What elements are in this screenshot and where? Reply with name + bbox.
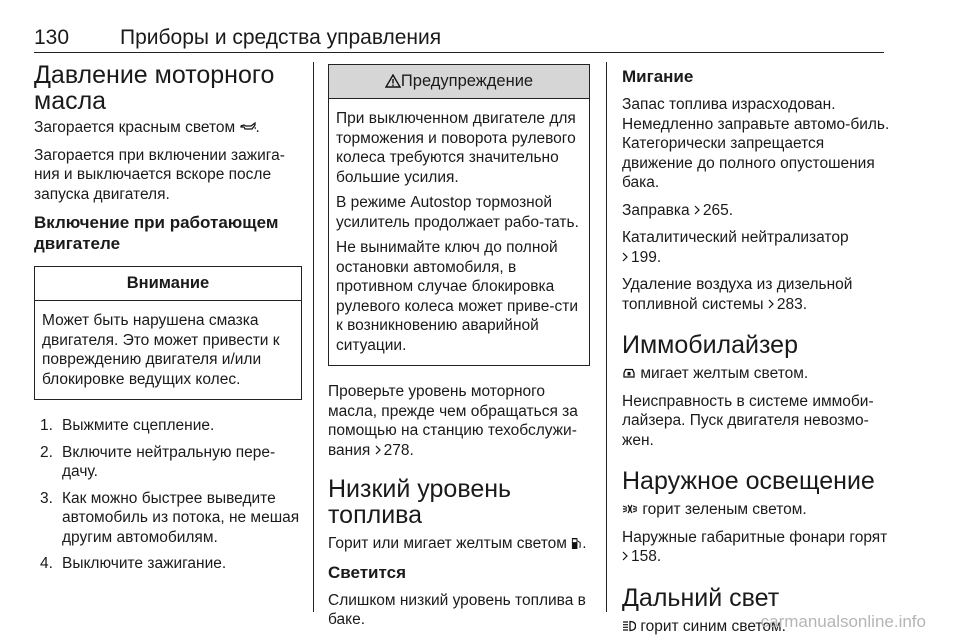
lit-text: Слишком низкий уровень топлива в баке.	[328, 591, 586, 628]
column-1	[34, 62, 302, 581]
ref-arrow-icon	[694, 205, 700, 215]
step-number: 4.	[40, 555, 53, 572]
page-title: Приборы и средства управления	[120, 26, 442, 49]
list-item	[34, 443, 302, 482]
high-beam-icon	[622, 620, 636, 632]
hb-text: горит синим светом.	[640, 617, 786, 635]
exterior-lights-p1	[622, 500, 894, 520]
immobilizer-p1	[622, 364, 894, 384]
check-oil-text	[328, 382, 590, 460]
exterior-lights-heading: Наружное освещение	[622, 467, 875, 495]
header-rule	[34, 52, 884, 53]
column-3	[622, 62, 894, 636]
page-ref: 283.	[776, 295, 808, 313]
step-text: Как можно быстрее выведите автомобиль из потока, не мешая другим автомобилям.	[62, 489, 300, 546]
lit-heading: Светится	[328, 562, 406, 582]
step-number: 2.	[40, 443, 53, 461]
ref-arrow-icon	[622, 551, 628, 561]
low-fuel-text	[328, 534, 590, 554]
warning-triangle-icon	[385, 74, 401, 88]
ref-arrow-icon	[768, 299, 774, 309]
step-text: Выжмите сцепление.	[62, 417, 215, 434]
oil-text: Загорается красным светом	[34, 119, 236, 136]
step-text: Выключите зажигание.	[62, 555, 227, 572]
ext-text: горит зеленым светом.	[642, 501, 807, 518]
ext-p2-text: Наружные габаритные фонари горят	[622, 528, 888, 546]
notice-box	[34, 266, 302, 400]
step-text: Включите нейтральную пере-дачу.	[62, 443, 276, 480]
immobilizer-p2: Неисправность в системе иммоби-лайзера. Пуск двигателя невозмо-жен.	[622, 392, 874, 449]
page-ref: 158.	[631, 548, 662, 565]
fuel-text: Горит или мигает желтым светом	[328, 535, 567, 552]
steps-list	[34, 416, 302, 574]
watermark: carmanualsonline.info	[760, 612, 926, 631]
list-item	[34, 554, 302, 574]
exterior-lights-p2	[622, 528, 894, 567]
fuel-text-end: .	[582, 535, 587, 552]
warning-title: Предупреждение	[400, 72, 534, 90]
column-2	[328, 62, 590, 630]
step-number: 3.	[40, 489, 53, 507]
ref-arrow-icon	[375, 445, 381, 455]
ref-arrow-icon	[622, 252, 628, 262]
page-ref: 265.	[702, 201, 734, 219]
fuel-pump-icon	[571, 537, 582, 550]
immobilizer-car-icon	[622, 367, 636, 379]
oil-pressure-text	[34, 118, 302, 138]
high-beam-heading: Дальний свет	[622, 583, 780, 612]
list-item	[34, 489, 302, 548]
oil-can-icon	[240, 121, 256, 133]
step-number: 1.	[40, 417, 53, 434]
low-fuel-heading: Низкий уровень топлива	[328, 475, 512, 529]
warning-p3: Не вынимайте ключ до полной остановки автомобиля, в противном случае блокировка рулевого колеса может приве-сти к возникновению аварийной ситуации.	[336, 239, 579, 354]
column-divider	[313, 62, 314, 612]
warning-header	[329, 65, 589, 99]
notice-text: Может быть нарушена смазка двигателя. Это может привести к повреждению двигателя и/или блокировке ведущих колес.	[42, 312, 280, 388]
catalyst-ref	[622, 228, 894, 267]
column-divider	[606, 62, 607, 612]
catalyst-label: Каталитический нейтрализатор	[622, 229, 849, 246]
oil-text-end: .	[255, 119, 260, 136]
refuel-label: Заправка	[622, 201, 690, 219]
bleed-ref	[622, 275, 894, 314]
refuel-ref	[622, 201, 894, 221]
page-number: 130	[34, 26, 70, 49]
list-item	[34, 416, 302, 436]
page-ref: 199.	[631, 248, 662, 266]
notice-title: Внимание	[35, 267, 301, 301]
warning-p2: В режиме Autostop тормозной усилитель продолжает рабо-тать.	[336, 194, 579, 231]
warning-box	[328, 64, 590, 366]
immobilizer-heading: Иммобилайзер	[622, 331, 798, 359]
blink-text: Запас топлива израсходован. Немедленно заправьте автомо-биль. Категорически запрещается движение до полного опустошения бака.	[622, 96, 890, 191]
immo-text: мигает желтым светом.	[640, 365, 809, 382]
side-light-icon	[622, 503, 638, 515]
bleed-label: Удаление воздуха из дизельной топливной системы	[622, 276, 853, 313]
check-oil-body: Проверьте уровень моторного масла, прежде чем обращаться за помощью на станцию техобслужи-вания	[328, 383, 578, 459]
warning-p1: При выключенном двигателе для торможения и поворота рулевого колеса требуются значительно большие усилия.	[336, 110, 576, 186]
blink-heading: Мигание	[622, 67, 694, 86]
oil-pressure-desc: Загорается при включении зажига-ния и выключается вскоре после запуска двигателя.	[34, 146, 285, 203]
running-engine-heading: Включение при работающем двигателе	[34, 213, 279, 253]
oil-pressure-heading: Давление моторного масла	[34, 61, 275, 115]
page-ref: 278.	[383, 441, 414, 459]
